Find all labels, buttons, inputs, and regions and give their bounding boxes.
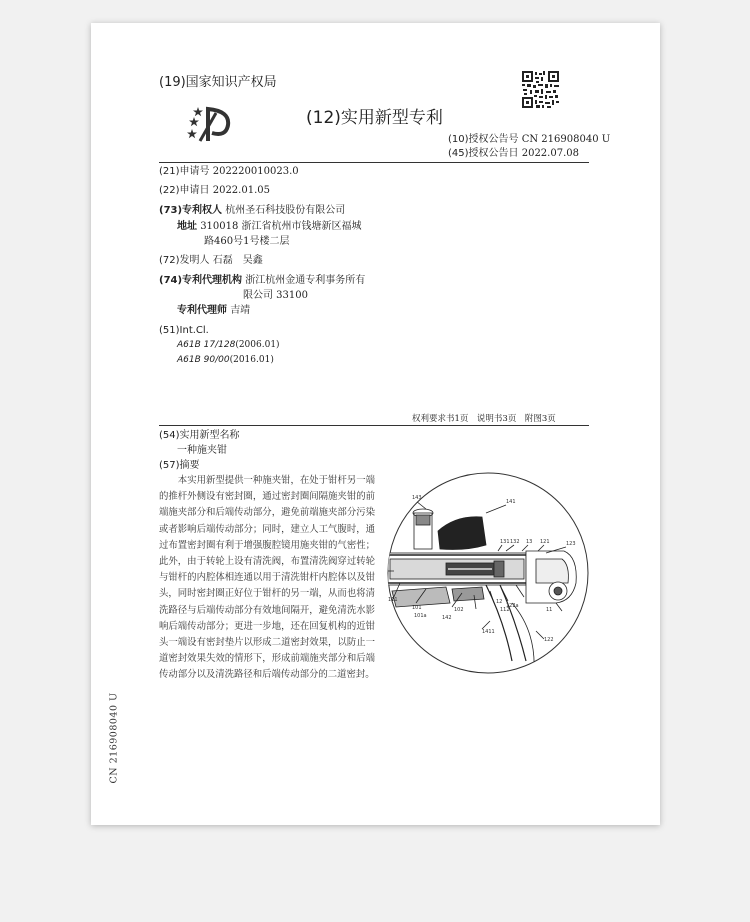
figure-ref-label: 1411 — [482, 629, 495, 635]
figure-ref-label: 12 — [496, 599, 503, 605]
pub-date — [448, 147, 579, 160]
abstract-body — [159, 473, 375, 684]
inventor-value: 石磊 吴鑫 — [212, 255, 263, 266]
patent-owner — [159, 204, 345, 217]
seal-ring — [494, 561, 504, 577]
pub-date-value: 2022.07.08 — [521, 148, 579, 159]
agent-label: 专利代理师 — [177, 305, 227, 316]
header-divider — [159, 162, 589, 163]
intcl-2-code: A61B 90/00 — [177, 355, 230, 365]
abstract-figure — [386, 471, 591, 676]
app-date-label: (22)申请日 — [159, 185, 210, 196]
address-line-2: 路460号1号楼二层 — [204, 236, 290, 247]
owner-label: (73)专利权人 — [159, 205, 223, 216]
intcl-2-version: (2016.01) — [229, 355, 274, 365]
section-divider — [159, 425, 589, 426]
pub-date-label: (45)授权公告日 — [448, 148, 519, 159]
figure-ref-label: 122 — [544, 637, 554, 643]
figure-ref-label: 111 — [388, 597, 398, 603]
figure-ref-label: 101 — [412, 605, 422, 611]
address-label: 地址 — [177, 221, 197, 232]
owner-address — [177, 220, 362, 233]
agency-label: (74)专利代理机构 — [159, 275, 243, 286]
application-number — [159, 165, 299, 178]
pub-number — [448, 133, 610, 146]
intcl-entry-2 — [177, 354, 274, 367]
inventor-label: (72)发明人 — [159, 255, 210, 266]
figure-ref-label: 142 — [442, 615, 452, 621]
app-no-value: 202220010023.0 — [212, 166, 299, 177]
figure-ref-label: 122a — [506, 603, 519, 609]
office-name: (19)国家知识产权局 — [159, 75, 277, 90]
figure-ref-label: 13 — [526, 539, 533, 545]
intcl-entry-1 — [177, 339, 280, 352]
app-no-label: (21)申请号 — [159, 166, 210, 177]
figure-ref-label: 112 — [500, 607, 510, 613]
inventors — [159, 254, 263, 267]
pub-number-label: (10)授权公告号 — [448, 134, 519, 145]
patent-page — [91, 23, 660, 825]
agent-value: 吉靖 — [230, 305, 251, 316]
title-label: (54)实用新型名称 — [159, 430, 240, 441]
address-line-1: 310018 浙江省杭州市钱塘新区福城 — [200, 221, 362, 232]
patent-agent — [177, 304, 250, 317]
intcl-1-code: A61B 17/128 — [177, 340, 236, 350]
application-date — [159, 184, 270, 197]
pub-number-value: CN 216908040 U — [521, 134, 611, 145]
agency-line-1: 浙江杭州金通专利事务所有 — [245, 275, 366, 286]
utility-model-title: 一种施夹钳 — [177, 445, 227, 456]
figure-ref-label: 121 — [540, 539, 550, 545]
figure-ref-label: 132 — [510, 539, 520, 545]
figure-ref-label: 141 — [506, 499, 516, 505]
figure-ref-label: 131 — [500, 539, 510, 545]
figure-ref-label: 102 — [454, 607, 464, 613]
abstract-text: 本实用新型提供一种施夹钳，在处于钳杆另一端的推杆外侧设有密封圈，通过密封圈间隔施夹钳的前端施夹部分和后端传动部分，避免前端施夹部分污染或者影响后端传动部分；同时，建立人工气腹时，通过布置密封圈有利于增强腹腔镜用施夹钳的气密性；此外，由于转轮上设有清洗阀，布置清洗阀穿过转轮与钳杆的内腔体相连通以用于清洗钳杆内腔体以及钳头，同时密封圈正好位于钳杆的另一端，从而也将清洗路径与后端传动部分有效地间隔开，避免清洗水影响后端传动部分；更进一步地，还在回复机构的近钳头一端设有密封垫片以形成二道密封效果，以防止一道密封效果失效的情形下，形成前端施夹部分和后端传动部分以及清洗路径和后端传动部分的二道密封。 — [159, 475, 375, 681]
intcl-label: (51)Int.Cl. — [159, 325, 209, 336]
owner-value: 杭州圣石科技股份有限公司 — [225, 205, 346, 216]
app-date-value: 2022.01.05 — [212, 185, 270, 196]
intcl-1-version: (2006.01) — [235, 340, 280, 350]
fitting-band — [416, 515, 430, 525]
agency-line-2: 限公司 33100 — [243, 290, 308, 301]
figure-ref-label: 123 — [566, 541, 576, 547]
patent-type-title: (12)实用新型专利 — [306, 108, 443, 128]
lower-part — [392, 587, 450, 607]
figure-ref-label: 101a — [414, 613, 427, 619]
cnipa-logo — [186, 103, 236, 145]
side-publication-number: CN 216908040 U — [108, 692, 120, 784]
qr-code — [522, 71, 559, 108]
patent-agency — [159, 274, 365, 287]
pages-info: 权利要求书1页 说明书3页 附图3页 — [412, 414, 556, 424]
figure-ref-label: 143 — [412, 495, 422, 501]
figure-ref-label: 11 — [546, 607, 553, 613]
abstract-label: (57)摘要 — [159, 460, 200, 471]
